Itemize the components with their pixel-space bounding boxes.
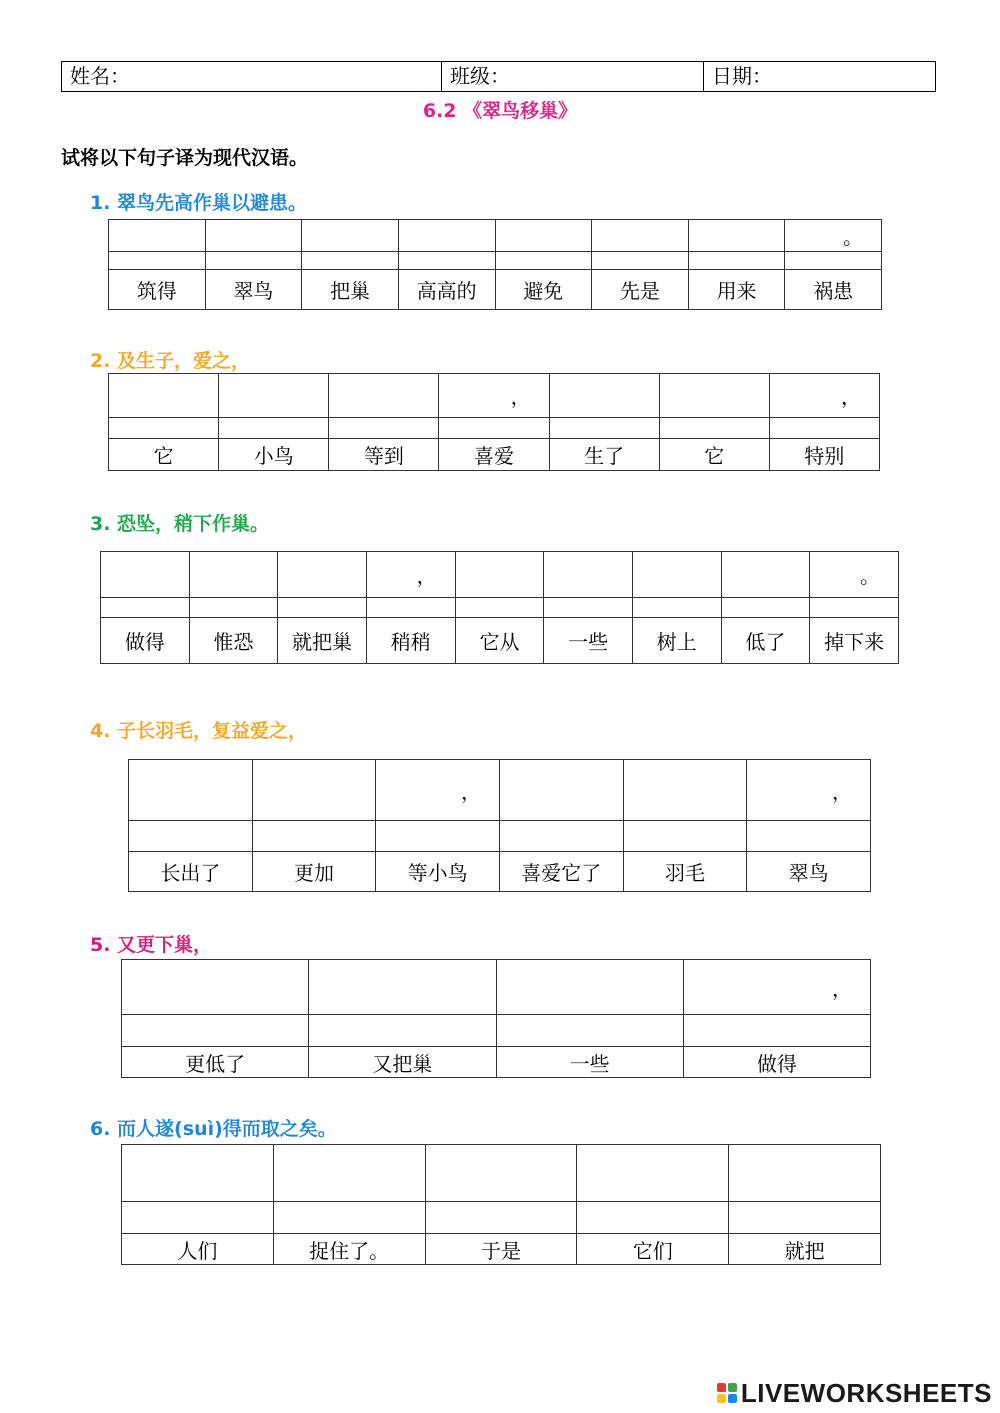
spacer-cell (632, 598, 721, 618)
question-6-title: 6. 而人遂(suì)得而取之矣。 (90, 1118, 337, 1140)
word-cell[interactable]: 做得 (101, 618, 190, 664)
answer-cell[interactable] (205, 220, 302, 252)
word-cell[interactable]: 于是 (425, 1234, 577, 1265)
answer-cell[interactable] (278, 552, 367, 598)
question-2-grid (108, 373, 880, 471)
answer-cell[interactable] (496, 960, 683, 1015)
answer-cell[interactable] (309, 960, 496, 1015)
answer-cell[interactable] (101, 552, 190, 598)
student-info-header (61, 61, 936, 92)
spacer-cell (769, 418, 879, 439)
spacer-cell (623, 821, 747, 852)
word-cell[interactable]: 捉住了。 (273, 1234, 425, 1265)
word-cell[interactable]: 筑得 (109, 270, 206, 310)
answer-cell[interactable] (544, 552, 633, 598)
spacer-cell (688, 252, 785, 270)
answer-cell[interactable] (189, 552, 278, 598)
word-cell[interactable]: 祸患 (785, 270, 882, 310)
word-cell[interactable]: 把巢 (302, 270, 399, 310)
spacer-cell (302, 252, 399, 270)
spacer-cell (439, 418, 549, 439)
date-field[interactable]: 日期： (704, 62, 936, 92)
question-4-title: 4. 子长羽毛，复益爱之， (90, 720, 308, 742)
word-cell[interactable]: 等到 (329, 439, 439, 471)
answer-cell[interactable] (721, 552, 810, 598)
answer-cell[interactable] (122, 960, 309, 1015)
answer-cell[interactable] (592, 220, 689, 252)
answer-cell[interactable]: ， (747, 760, 871, 821)
spacer-cell (496, 1015, 683, 1047)
answer-cell[interactable]: ， (439, 374, 549, 418)
spacer-cell (376, 821, 500, 852)
answer-cell[interactable]: ， (376, 760, 500, 821)
logo-square (717, 1394, 726, 1403)
word-cell[interactable]: 做得 (683, 1047, 870, 1078)
spacer-cell (455, 598, 544, 618)
answer-cell[interactable]: 。 (785, 220, 882, 252)
word-cell[interactable]: 稍稍 (366, 618, 455, 664)
spacer-cell (721, 598, 810, 618)
word-cell[interactable]: 羽毛 (623, 852, 747, 892)
word-cell[interactable]: 人们 (122, 1234, 274, 1265)
word-cell[interactable]: 翠鸟 (747, 852, 871, 892)
answer-cell[interactable]: ， (769, 374, 879, 418)
word-cell[interactable]: 它从 (455, 618, 544, 664)
spacer-cell (122, 1202, 274, 1234)
answer-cell[interactable] (109, 374, 219, 418)
answer-cell[interactable]: ， (683, 960, 870, 1015)
answer-cell[interactable] (577, 1145, 729, 1202)
spacer-cell (101, 598, 190, 618)
word-cell[interactable]: 更加 (252, 852, 376, 892)
instruction-text: 试将以下句子译为现代汉语。 (61, 147, 309, 169)
answer-cell[interactable] (252, 760, 376, 821)
answer-cell[interactable] (499, 760, 623, 821)
spacer-cell (129, 821, 253, 852)
spacer-cell (592, 252, 689, 270)
word-cell[interactable]: 惟恐 (189, 618, 278, 664)
spacer-cell (329, 418, 439, 439)
spacer-cell (252, 821, 376, 852)
answer-cell[interactable] (129, 760, 253, 821)
spacer-cell (425, 1202, 577, 1234)
question-2-title: 2. 及生子，爱之， (90, 350, 251, 372)
word-cell[interactable]: 就把巢 (278, 618, 367, 664)
answer-cell[interactable] (398, 220, 495, 252)
logo-text: LIVEWORKSHEETS (740, 1377, 992, 1408)
answer-cell[interactable] (688, 220, 785, 252)
answer-cell[interactable] (549, 374, 659, 418)
word-cell[interactable]: 树上 (632, 618, 721, 664)
word-cell[interactable]: 生了 (549, 439, 659, 471)
spacer-cell (122, 1015, 309, 1047)
answer-cell[interactable] (623, 760, 747, 821)
spacer-cell (683, 1015, 870, 1047)
word-cell[interactable]: 用来 (688, 270, 785, 310)
word-cell[interactable]: 它 (109, 439, 219, 471)
answer-cell[interactable] (632, 552, 721, 598)
spacer-cell (577, 1202, 729, 1234)
word-cell[interactable]: 它们 (577, 1234, 729, 1265)
spacer-cell (659, 418, 769, 439)
spacer-cell (785, 252, 882, 270)
answer-cell[interactable] (273, 1145, 425, 1202)
liveworksheets-logo (717, 1378, 992, 1408)
page-title: 6.2 《翠鸟移巢》 (422, 100, 578, 122)
answer-cell[interactable] (729, 1145, 881, 1202)
question-3-title: 3. 恐坠，稍下作巢。 (90, 513, 270, 535)
spacer-cell (544, 598, 633, 618)
answer-cell[interactable] (495, 220, 592, 252)
word-cell[interactable]: 喜爱 (439, 439, 549, 471)
answer-cell[interactable] (109, 220, 206, 252)
logo-icon (717, 1383, 737, 1403)
spacer-cell (398, 252, 495, 270)
spacer-cell (109, 418, 219, 439)
logo-square (717, 1383, 726, 1392)
answer-cell[interactable] (122, 1145, 274, 1202)
word-cell[interactable]: 特别 (769, 439, 879, 471)
question-5-grid (121, 959, 871, 1078)
spacer-cell (309, 1015, 496, 1047)
word-cell[interactable]: 低了 (721, 618, 810, 664)
name-field[interactable]: 姓名： (62, 62, 442, 92)
word-cell[interactable]: 更低了 (122, 1047, 309, 1078)
spacer-cell (729, 1202, 881, 1234)
spacer-cell (273, 1202, 425, 1234)
logo-square (728, 1394, 737, 1403)
word-cell[interactable]: 翠鸟 (205, 270, 302, 310)
spacer-cell (189, 598, 278, 618)
answer-cell[interactable] (425, 1145, 577, 1202)
word-cell[interactable]: 等小鸟 (376, 852, 500, 892)
spacer-cell (810, 598, 899, 618)
class-field[interactable]: 班级： (442, 62, 704, 92)
answer-cell[interactable] (329, 374, 439, 418)
question-1-title: 1. 翠鸟先高作巢以避患。 (90, 192, 308, 214)
spacer-cell (549, 418, 659, 439)
spacer-cell (747, 821, 871, 852)
spacer-cell (278, 598, 367, 618)
word-cell[interactable]: 一些 (544, 618, 633, 664)
word-cell[interactable]: 高高的 (398, 270, 495, 310)
word-cell[interactable]: 长出了 (129, 852, 253, 892)
question-3-grid (100, 551, 899, 664)
logo-square (728, 1383, 737, 1392)
answer-cell[interactable] (219, 374, 329, 418)
answer-cell[interactable] (302, 220, 399, 252)
word-cell[interactable]: 它 (659, 439, 769, 471)
word-cell[interactable]: 喜爱它了 (499, 852, 623, 892)
spacer-cell (495, 252, 592, 270)
answer-cell[interactable]: 。 (810, 552, 899, 598)
word-cell[interactable]: 避免 (495, 270, 592, 310)
question-5-title: 5. 又更下巢， (90, 934, 213, 956)
spacer-cell (205, 252, 302, 270)
answer-cell[interactable] (455, 552, 544, 598)
spacer-cell (109, 252, 206, 270)
spacer-cell (499, 821, 623, 852)
word-cell[interactable]: 又把巢 (309, 1047, 496, 1078)
word-cell[interactable]: 掉下来 (810, 618, 899, 664)
word-cell[interactable]: 小鸟 (219, 439, 329, 471)
word-cell[interactable]: 一些 (496, 1047, 683, 1078)
word-cell[interactable]: 就把 (729, 1234, 881, 1265)
question-4-grid (128, 759, 871, 892)
spacer-cell (219, 418, 329, 439)
question-1-grid (108, 219, 882, 310)
answer-cell[interactable] (659, 374, 769, 418)
question-6-grid (121, 1144, 881, 1265)
word-cell[interactable]: 先是 (592, 270, 689, 310)
answer-cell[interactable]: ， (366, 552, 455, 598)
spacer-cell (366, 598, 455, 618)
